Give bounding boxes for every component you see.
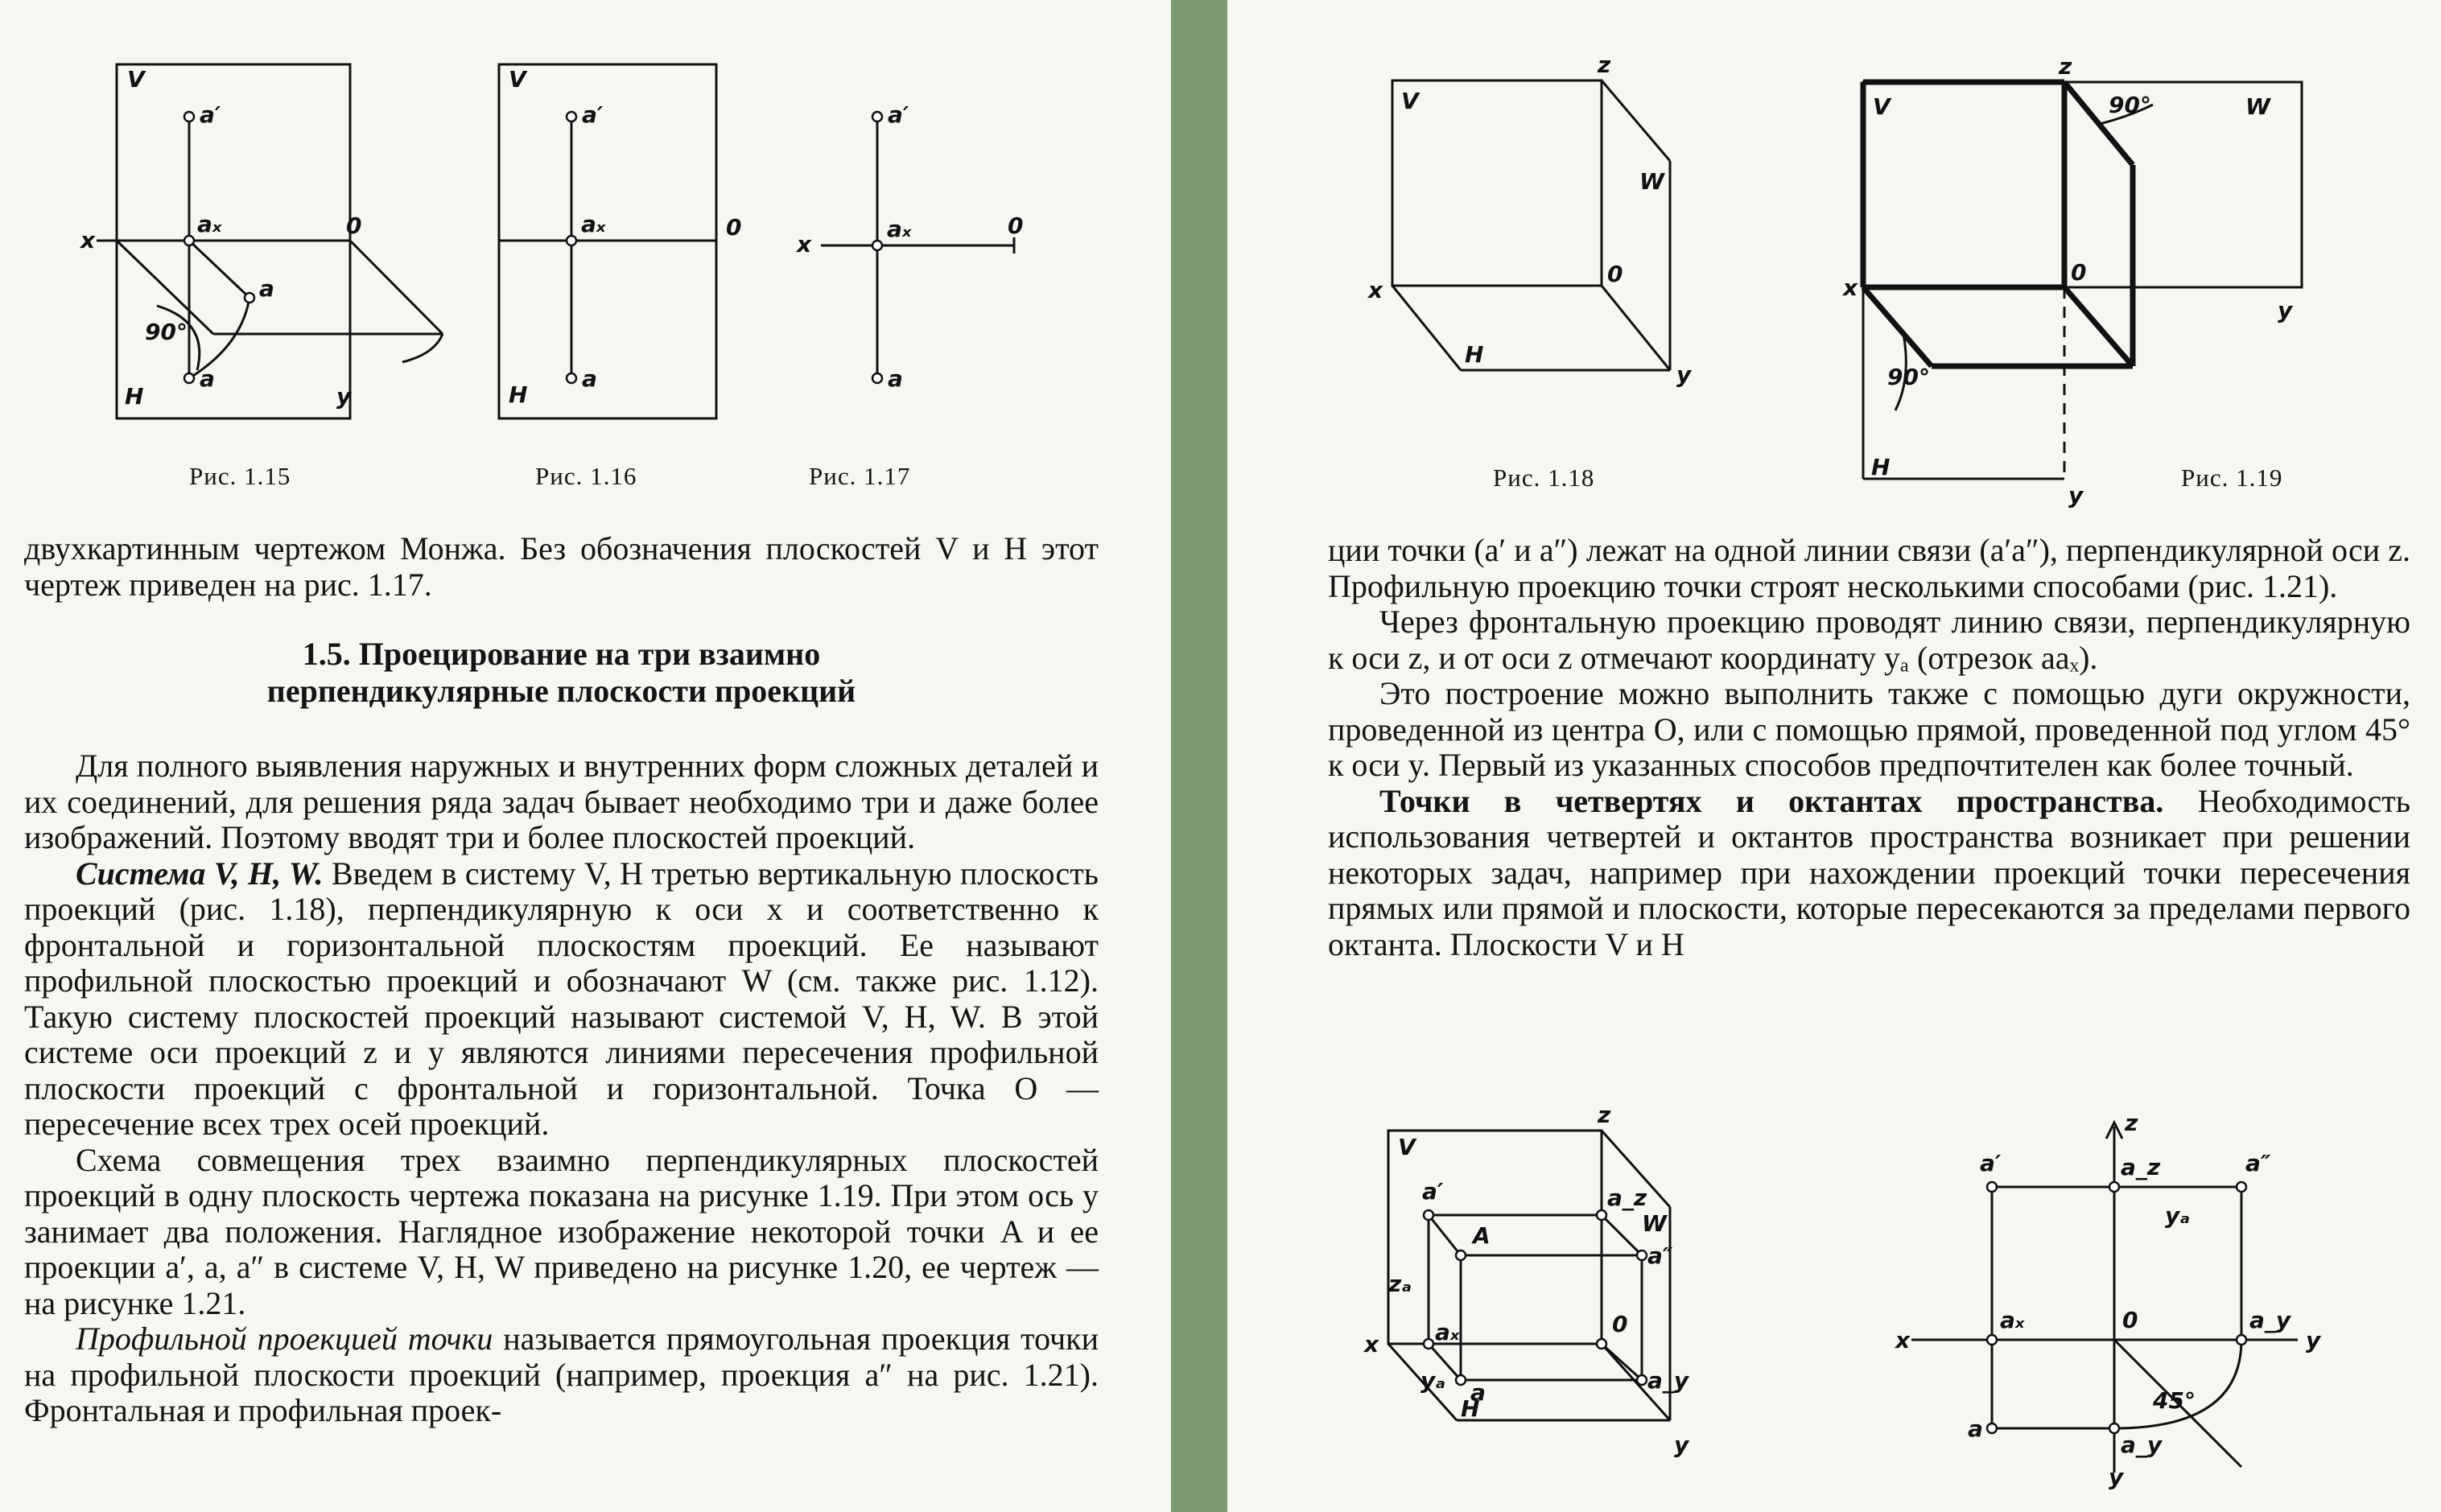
svg-text:a_y: a_y	[1647, 1367, 1689, 1394]
paragraph-2	[24, 856, 1099, 1143]
left-page	[0, 0, 1171, 1512]
svg-text:a_y: a_y	[2121, 1432, 2163, 1458]
svg-text:0: 0	[2071, 259, 2087, 286]
svg-text:0: 0	[1612, 1311, 1628, 1337]
right-paragraph-4-text: Необходимость использования четвертей и октантов пространства возникает при решении некоторых задач, например при нахождении проекций точки пересечения прямых или прямой и плоскости, которые пересекаются за пределами первого октанта. Плоскости V и H	[1328, 782, 2410, 962]
svg-text:0: 0	[2122, 1307, 2138, 1333]
svg-text:H: H	[1871, 454, 1891, 480]
svg-text:a′: a′	[582, 101, 604, 128]
svg-text:y: y	[2068, 482, 2084, 509]
svg-text:90°: 90°	[2109, 92, 2151, 118]
svg-text:z: z	[2125, 1110, 2138, 1136]
svg-text:0: 0	[346, 212, 362, 239]
right-paragraph-3: Это построение можно выполнить также с помощью дуги окружности, проведенной из центра O, или с помощью прямой, проведенной под углом 45° к оси y. Первый из указанных способов предпочтителен как более точный.	[1328, 675, 2410, 783]
svg-text:0: 0	[1008, 212, 1024, 239]
svg-text:H: H	[125, 383, 144, 410]
body-text-left	[24, 748, 1099, 1429]
book-spine	[1171, 0, 1227, 1512]
caption-fig-1-19: Рис. 1.19	[2181, 463, 2283, 492]
svg-text:V: V	[1398, 1134, 1416, 1160]
svg-text:y: y	[336, 383, 352, 410]
svg-text:a: a	[888, 365, 903, 392]
paragraph-1: Для полного выявления наружных и внутренних форм сложных деталей и их соединений, для решения ряда задач бывает необходимо три и даже более изображений. Поэтому вводят три и более плоскостей проекций.	[24, 748, 1099, 855]
svg-text:x: x	[797, 231, 812, 257]
svg-text:a_z: a_z	[1607, 1184, 1647, 1211]
svg-text:H: H	[1465, 341, 1484, 368]
svg-text:W: W	[2245, 93, 2270, 120]
svg-text:x: x	[1895, 1327, 1911, 1353]
svg-text:a′: a′	[888, 101, 909, 128]
svg-text:y: y	[2109, 1464, 2124, 1490]
svg-text:W: W	[1639, 168, 1664, 195]
heading-line-1: 1.5. Проецирование на три взаимно	[302, 636, 821, 672]
svg-text:yₐ: yₐ	[2165, 1202, 2191, 1229]
svg-text:aₓ: aₓ	[887, 216, 912, 242]
paragraph-4	[24, 1321, 1099, 1429]
svg-text:x: x	[80, 227, 96, 253]
svg-text:a′: a′	[1980, 1150, 2002, 1176]
svg-text:x: x	[1843, 274, 1858, 301]
svg-text:V: V	[1873, 93, 1891, 120]
svg-text:z: z	[2059, 53, 2072, 80]
figure-1-18	[1356, 51, 1726, 402]
caption-fig-1-18: Рис. 1.18	[1493, 463, 1595, 492]
svg-text:a: a	[1470, 1379, 1486, 1406]
svg-text:y: y	[1676, 361, 1692, 388]
svg-text:H: H	[1461, 1395, 1480, 1422]
svg-text:90°: 90°	[1887, 364, 1930, 390]
svg-text:V: V	[127, 66, 145, 93]
paragraph-4-lead: Профильной проекцией точки	[76, 1320, 493, 1357]
svg-text:90°: 90°	[145, 319, 188, 345]
caption-fig-1-17: Рис. 1.17	[809, 462, 911, 490]
svg-text:x: x	[1364, 1331, 1379, 1358]
svg-text:a″: a″	[1647, 1242, 1673, 1269]
svg-text:aₓ: aₓ	[2000, 1307, 2025, 1333]
svg-text:a′: a′	[1422, 1178, 1444, 1205]
section-heading	[24, 636, 1099, 710]
svg-text:z: z	[1598, 51, 1611, 78]
paragraph-2-text: Введем в систему V, H третью вертикальную плоскость проекций (рис. 1.18), перпендикулярную к оси x и соответственно к фронтальной и горизонтальной плоскостям проекций. Ее называют профильной плоскостью проекций и обозначают W (см. также рис. 1.12). Такую систему плоскостей проекций называют системой V, H, W. В этой системе оси проекций z и y являются линиями пересечения профильной плоскости проекций с фронтальной и горизонтальной. Точка O — пересечение всех трех осей проекций.	[24, 855, 1099, 1142]
svg-text:aₓ: aₓ	[1435, 1319, 1460, 1345]
svg-text:a: a	[200, 365, 215, 392]
svg-text:V: V	[1401, 88, 1419, 114]
svg-text:aₓ: aₓ	[581, 211, 606, 237]
paragraph-4-text: называется прямоугольная проекция точки на профильной плоскости проекций (например, проекция a″ на рис. 1.21). Фронтальная и профильная проек-	[24, 1320, 1099, 1428]
svg-text:a: a	[582, 365, 597, 392]
svg-text:A: A	[1473, 1222, 1491, 1249]
right-page	[1227, 0, 2441, 1512]
svg-text:45°: 45°	[2153, 1387, 2196, 1414]
caption-fig-1-16: Рис. 1.16	[535, 462, 637, 490]
svg-text:a: a	[259, 275, 274, 302]
body-text-right	[1328, 533, 2410, 962]
svg-text:W: W	[1642, 1210, 1667, 1237]
svg-text:H: H	[509, 381, 528, 408]
svg-text:x: x	[1368, 277, 1383, 303]
figure-1-19	[1839, 53, 2293, 509]
paragraph-top: двухкартинным чертежом Монжа. Без обозначения плоскостей V и H этот чертеж приведен на рис. 1.17.	[24, 530, 1099, 603]
svg-text:a_z: a_z	[2121, 1154, 2161, 1180]
svg-text:zₐ: zₐ	[1388, 1271, 1412, 1297]
right-paragraph-4	[1328, 784, 2410, 963]
figure-1-16	[475, 56, 765, 435]
right-paragraph-4-lead: Точки в четвертях и октантах пространства.	[1379, 782, 2164, 819]
figure-1-21	[1887, 1110, 2338, 1489]
svg-text:y: y	[2306, 1327, 2321, 1353]
svg-text:a″: a″	[2245, 1150, 2271, 1176]
figure-1-17	[789, 56, 1046, 435]
svg-text:yₐ: yₐ	[1420, 1367, 1446, 1394]
right-paragraph-2: Через фронтальную проекцию проводят линию связи, перпендикулярную к оси z, и от оси z отмечают координату yₐ (отрезок aaₓ).	[1328, 604, 2410, 676]
svg-text:z: z	[1598, 1102, 1611, 1128]
figure-1-20	[1356, 1102, 1726, 1465]
svg-text:0: 0	[1607, 261, 1623, 287]
heading-line-2: перпендикулярные плоскости проекций	[266, 673, 856, 709]
svg-text:y: y	[1674, 1432, 1689, 1458]
svg-text:a_y: a_y	[2249, 1307, 2291, 1333]
paragraph-2-lead: Система V, H, W.	[76, 855, 324, 892]
svg-text:0: 0	[726, 214, 742, 241]
svg-text:a: a	[1968, 1415, 1983, 1442]
svg-text:a′: a′	[200, 101, 221, 128]
figure-1-15	[80, 56, 483, 435]
svg-text:V: V	[509, 66, 526, 93]
right-paragraph-1: ции точки (a′ и a″) лежат на одной линии связи (a′a″), перпендикулярной оси z. Профильную проекцию точки строят несколькими способами (рис. 1.21).	[1328, 532, 2410, 604]
caption-fig-1-15: Рис. 1.15	[189, 462, 291, 490]
paragraph-3: Схема совмещения трех взаимно перпендикулярных плоскостей проекций в одну плоскость чертежа показана на рисунке 1.19. При этом ось y занимает два положения. Наглядное изображение некоторой точки A и ее проекции a′, a, a″ в системе V, H, W приведено на рисунке 1.20, ее чертеж — на рисунке 1.21.	[24, 1141, 1099, 1321]
svg-text:y: y	[2278, 297, 2293, 323]
svg-text:aₓ: aₓ	[197, 211, 222, 237]
